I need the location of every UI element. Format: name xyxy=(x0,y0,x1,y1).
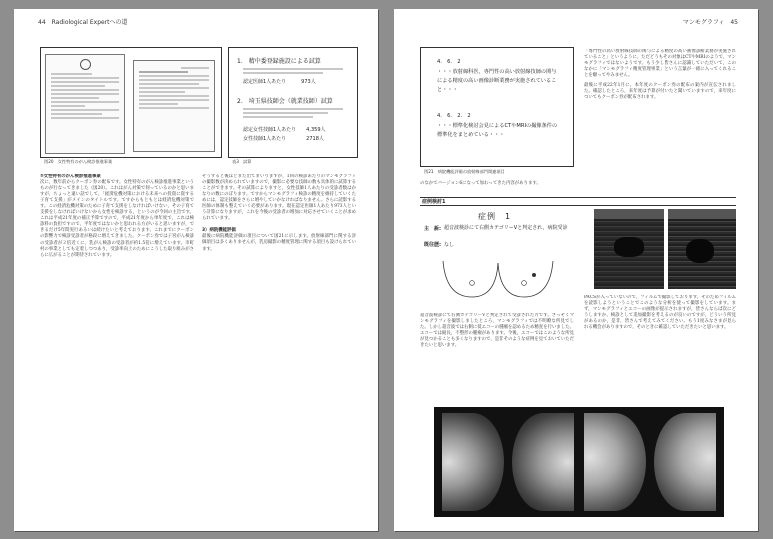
right-col1-after-fig: のなかでバージョン6になって加わってきた内容があります。 xyxy=(420,181,541,186)
left-col1-body: 次に，数年前からクーポン券の配布です。女性特有のがん検診推進事業というものが行なってきました（図20）。これはがん対策で伺っているのかと思いますが，ちょっと遠い話でして，「経済危機対策における未来への投資に資する子育て支援」がメインのタイトルです。ですからもともとは経済危機対策です。この経済危機対策のために子育て支援をしなければいけない，その子育て支援をしなければいけないから女性を検診する，というのが今回の主旨です。これは平成21年度の補正予算ですので，平成21年度から単年度で，これは検診料の負担ですので，平年度ではないかと思われる方がいると思いますが，できるだけ5年間実行あるいは続けたいと考えております。これまでにクーポンの影響力で検診受診者が格段に増えてきました。クーポン券では子宮がん検診の受診者が２倍近くに，乳がん検診の受診者が約1.5倍に増えています。市町村の事業としても定着しつつあり，受診率向上のためにこうした取り組みがさらに広がることが期待されています。 xyxy=(40,180,194,258)
case-title: 症例 1 xyxy=(478,212,512,221)
fig21-line1: 4. 6. 2 xyxy=(437,59,461,65)
figure-20-caption: 図20 女性特有のがん検診推進事業 xyxy=(44,159,113,164)
case-history: なし xyxy=(444,242,455,248)
section-heading-cancer-screening: ②女性特有のがん検診推進事業 xyxy=(40,174,101,179)
left-page-header: 44 Radiological Expertへの道 xyxy=(38,19,128,26)
left-column-2 xyxy=(202,174,356,514)
fig20-document-right xyxy=(133,60,215,152)
right-page-header: マンモグラフィ 45 xyxy=(682,19,738,26)
case-text-right: PACSが入っていないので，フィルムで撮影しております。そのためフィルムを読影しようということでこのような分析を使って撮影をしています。まず，マンモグラフィとエコーの画像が提示されますが，皆さんならば次にどうしますか。検診として追加撮影を考えるのが良いのですが，どういう所見があるのか，是非，皆さんで考えてみてください。もう1度みなさまが見られる機会がありますので，そのときに確認していただきたいと思います。 xyxy=(584,295,736,331)
mammogram-3 xyxy=(584,413,646,511)
figure-20 xyxy=(40,47,222,158)
right-col2-para2: 最後に平成22年1月に，本年度のクーポン券の配布の案内が宣伝されました。確認したところ，来年度は予算が付いたと聞いていますので，来年度についてもクーポン券が配布されます。 xyxy=(584,83,736,101)
table3-line4: 認定女性技師1人あたり 4,359人 xyxy=(243,127,326,133)
right-column-2-top xyxy=(584,49,736,189)
left-col2-body: そうすると後ほどまた出てまいりますが，1回の検診あたりのマンモグラフィの撮影数が決められていますので，撮影に必要な技師の数も具体的に試算することができます。その試算によりますと，女性技師1人あたりの受診者数はかなりの数にのぼります。ですからマンモグラフィ検診の精度を維持していくためには，認定技師をさらに増やしていかなければなりません。さらに読影する医師の体制も整えていく必要があります。現在認定医師1人あたり973人という計算になりますが，これを今後の受診者の増加に対応させていくことが求められています。 xyxy=(202,174,356,222)
ultrasound-image-2 xyxy=(668,209,736,289)
mammogram-1 xyxy=(442,413,504,511)
table3-line3: 2. 埼玉県技師会（就業技師）試算 xyxy=(237,98,333,105)
case-section-bar xyxy=(420,197,736,206)
left-col2-section3-body: 最後に病院機能評価の項目について図21に示します。放射線部門に関する評価項目は多くありませんが，乳房撮影の精度管理に関する項目も設けられています。 xyxy=(202,234,356,252)
left-column-1 xyxy=(40,174,194,514)
case-text-left: 超音波検診にて右側カテゴリーVと判定されて受診された方です。さっそくマンモグラフィを撮影しましたところ，マンモグラフィでは不明瞭な所見でした。しかし超音波では右側に低エコーの腫瘤を認めるため精査を行いました。エコーでは縦長，不整形の腫瘤があります。今後，エコーではこのような所見が見つかることも多くなりますので，是非そのような症例を見ておいていただきたいと思います。 xyxy=(420,313,574,349)
right-col2-para1: 「専門性の高い放射線技師の関与による精度の高い画像診断業務が実施されていること」というように，ただどうもその対象はCTやMRIのようで，マンモグラフィではないようです。もう少し皆さんに認識していただいて，このなかに「マンモグラフィ精度管理事業」という言葉が一緒に入ってくれることを願ってやみません。 xyxy=(584,49,736,79)
case-complaint-label: 主 訴: xyxy=(424,226,441,232)
case-complaint: 超音波検診にて右側カテゴリーVと判定され，病院受診 xyxy=(444,225,568,231)
table3-line2: 認定医師1人あたり 973人 xyxy=(243,79,316,85)
ultrasound-image-1 xyxy=(594,209,664,289)
figure-21-caption: 図21 病院機能評価の放射線部門関連項目 xyxy=(424,169,505,174)
case-section-title: 症例検討1 xyxy=(422,199,446,205)
right-page xyxy=(394,9,758,531)
seal-icon xyxy=(80,59,91,70)
table-3-caption: 表3 試算 xyxy=(232,159,252,164)
case-history-label: 既往歴: xyxy=(424,242,441,248)
fig21-line2: ・・・放射線科医，専門性の高い放射線技師の関与による精度の高い画像診断業務が実施されていること・・・ xyxy=(437,69,557,93)
table3-line5: 女性技師1人あたり 2718人 xyxy=(243,136,324,142)
table-3 xyxy=(228,47,358,158)
figure-21 xyxy=(420,47,574,167)
fig21-line3: 4. 6. 2. 2 xyxy=(437,113,471,119)
mammogram-panel xyxy=(434,407,724,517)
left-page xyxy=(14,9,378,531)
table3-line1: 1. 精中委登録施設による試算 xyxy=(237,58,321,65)
mammogram-4 xyxy=(654,413,716,511)
mammogram-2 xyxy=(512,413,574,511)
breast-diagram-icon xyxy=(438,253,558,303)
section-heading-hospital-evaluation: 3）病院機能評価 xyxy=(202,228,236,234)
fig21-line4: ・・・標準化検討会見によるCTやMRIの撮像条件の標準化をまとめている・・・ xyxy=(437,123,558,138)
case-box xyxy=(420,209,588,309)
fig20-document-left xyxy=(45,54,125,154)
